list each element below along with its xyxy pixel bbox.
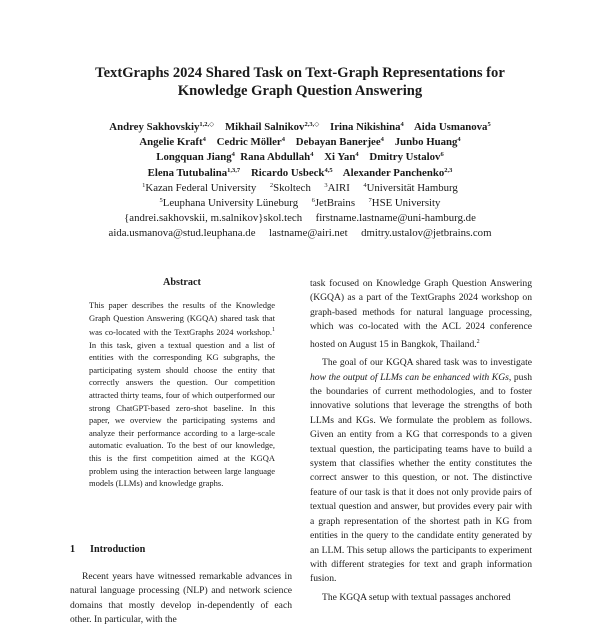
affiliation: Kazan Federal University: [145, 181, 257, 194]
author-sup: 4: [457, 136, 461, 144]
email-line-1: {andrei.sakhovskii, m.salnikov}skol.tech firstname.lastname@uni-hamburg.de: [124, 212, 476, 225]
right-p2-text-a: The goal of our KGQA shared task was to investigate: [322, 357, 532, 369]
author: Debayan Banerjee: [295, 136, 381, 149]
abstract-text-1: This paper describes the results of the Knowledge Graph Question Answering (KGQA) shared task that was co-located with the TextGraphs 2024 workshop.: [89, 300, 275, 338]
author: Mikhail Salnikov: [224, 121, 305, 133]
right-paragraph-3: The KGQA setup with textual passages anchored: [322, 591, 511, 603]
author: Cedric Möller: [216, 136, 282, 149]
right-p2-text-b: , push the boundaries of current methodologies, and to foster innovative solutions that leverage the strengths of both LLMs and KGs. We formulate the problem as follows. Given an entity from a KG that corresponds to a given textual question, the participating teams have to build a system that classifies whether the entity constitutes the correct answer to this question, or not. The distinctive feature of our task is that it does not only provide pairs of textual question and answer, but provides every pair with a graph representation of the shortest path in KG from entities in the query to the candidate entity generated by an LLM. This setup allows the participants to experiment with different strategies for text and graph information fusion.: [310, 371, 532, 585]
footnote-marker: 1: [272, 327, 275, 334]
affiliation-line-1: [30, 181, 570, 196]
author: Junbo Huang: [394, 136, 458, 149]
affiliation: AIRI: [327, 181, 350, 194]
author: Longquan Jiang: [156, 151, 232, 164]
author-sup: 2,3: [444, 166, 453, 174]
author-sup: 1,2,◇: [199, 121, 215, 128]
author-sup: 4: [310, 151, 314, 159]
author-block: [30, 120, 570, 242]
author-line-3: [30, 150, 570, 165]
affiliation: Universität Hamburg: [366, 181, 458, 194]
affiliation: Skoltech: [273, 181, 311, 194]
affiliation-sup: 6: [311, 197, 315, 205]
author-sup: 4: [380, 136, 384, 144]
author-sup: 1,3,7: [227, 166, 241, 174]
title-line-1: TextGraphs 2024 Shared Task on Text-Graph Representations for: [95, 65, 505, 81]
affiliation-sup: 4: [363, 181, 367, 189]
abstract-body: [89, 299, 275, 490]
author: Dmitry Ustalov: [369, 151, 441, 164]
author-line-2: [30, 135, 570, 150]
author-sup: 6: [440, 151, 444, 159]
section-title: Introduction: [90, 544, 146, 555]
intro-body: [70, 570, 292, 628]
author: Alexander Panchenko: [342, 166, 445, 179]
affiliation-sup: 5: [159, 197, 163, 205]
right-paragraph-1: [310, 277, 532, 352]
author: Elena Tutubalina: [147, 166, 228, 179]
author: Aida Usmanova: [413, 121, 488, 133]
email-line-2: aida.usmanova@stud.leuphana.de lastname@airi.net dmitry.ustalov@jetbrains.com: [108, 227, 492, 240]
author-sup: 4: [202, 136, 206, 144]
affiliation: Leuphana University Lüneburg: [162, 197, 299, 210]
affiliation-line-2: [30, 196, 570, 211]
author-sup: 4,5: [324, 166, 333, 174]
abstract-text-2: In this task, given a textual question and a list of entities with the corresponding KG subgraphs, the participating system should choose the entity that correctly answers the question. Our competition attracted thirty teams, four of which outperformed our strong ChatGPT-based zero-shot baseline. In this paper, we overview the participating systems and analyze their performance according to a large-scale automatic evaluation. To the best of our knowledge, this is the first competition aimed at the KGQA problem using the interaction between large language models (LLMs) and knowledge graphs.: [89, 339, 275, 489]
author: Xi Yan: [324, 151, 356, 164]
affiliation: HSE University: [371, 197, 441, 210]
affiliation-sup: 2: [269, 181, 274, 189]
author-line-4: [30, 166, 570, 181]
footnote-marker: 2: [476, 338, 480, 345]
author: Irina Nikishina: [330, 121, 401, 133]
author-sup: 2,3,◇: [304, 121, 320, 128]
author-sup: 4: [281, 136, 285, 144]
author-sup: 4: [400, 121, 404, 128]
title-line-2: Knowledge Graph Question Answering: [177, 83, 423, 99]
author-line-1: [30, 120, 570, 135]
right-paragraph-2: [310, 356, 532, 587]
paper-title: [40, 64, 560, 100]
affiliation: JetBrains: [314, 197, 356, 210]
author-sup: 4: [231, 151, 235, 159]
author-sup: 4: [355, 151, 359, 159]
author: Andrey Sakhovskiy: [109, 121, 200, 133]
affiliation-sup: 3: [324, 181, 328, 189]
right-column: [310, 277, 532, 605]
section-number: 1: [70, 544, 76, 555]
right-p2-italic: how the output of LLMs can be enhanced with KGs: [310, 371, 509, 383]
section-heading: [70, 544, 145, 555]
affiliation-sup: 7: [368, 197, 372, 205]
author-sup: 5: [487, 121, 491, 128]
intro-paragraph: Recent years have witnessed remarkable advances in natural language processing (NLP) and network science domains that mostly develop in-dependently of each other. In particular, with the: [70, 571, 292, 626]
author: Angelie Kraft: [139, 136, 203, 149]
right-p1-text: task focused on Knowledge Graph Question Answering (KGQA) as a part of the TextGraphs 2024 workshop on graph-based methods for natural language processing, which was co-located with the ACL 2024 conference hosted on August 15 in Bangkok, Thailand.: [310, 278, 532, 350]
author: Rana Abdullah: [240, 151, 311, 164]
affiliation-sup: 1: [142, 181, 146, 189]
abstract-heading: Abstract: [163, 277, 201, 288]
author: Ricardo Usbeck: [250, 166, 325, 179]
